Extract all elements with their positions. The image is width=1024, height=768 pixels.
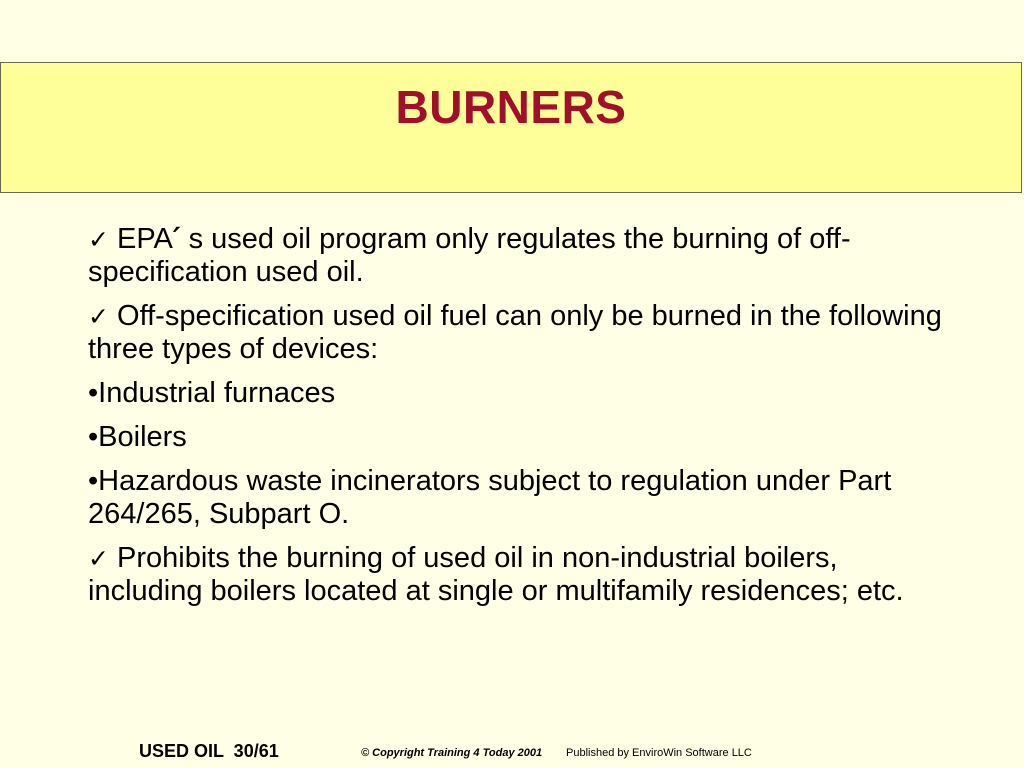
- bullet-hazardous-waste: •Hazardous waste incinerators subject to regulation under Part 264/265, Subpart O.: [88, 465, 892, 530]
- prime-mark: ′: [172, 221, 181, 255]
- bullet-industrial-furnaces: •Industrial furnaces: [88, 377, 336, 409]
- paragraph-text: s used oil program only regulates the burning of off-specification used oil.: [88, 223, 851, 288]
- publisher-text: Published by EnviroWin Software LLC: [566, 747, 752, 759]
- paragraph-prohibits: [88, 542, 948, 608]
- copyright-text: © Copyright Training 4 Today 2001: [361, 747, 543, 759]
- paragraph-text: EPA: [108, 223, 173, 255]
- title-box: [0, 62, 1022, 193]
- slide-number-label: USED OIL 30/61: [139, 741, 279, 761]
- paragraph-epa: [88, 222, 948, 289]
- paragraph-devices: [88, 300, 948, 366]
- slide-title: BURNERS: [395, 81, 627, 133]
- paragraph-text: Off-specification used oil fuel can only be burned in the following three types of devices:: [88, 300, 942, 365]
- checkmark-icon: ✓: [88, 302, 109, 331]
- slide-content: [88, 222, 948, 619]
- paragraph-text: Prohibits the burning of used oil in non-industrial boilers, including boilers located at single or multifamily residences; etc.: [88, 542, 904, 607]
- bullet-boilers: •Boilers: [88, 421, 187, 453]
- checkmark-icon: ✓: [88, 225, 109, 254]
- checkmark-icon: ✓: [88, 544, 109, 573]
